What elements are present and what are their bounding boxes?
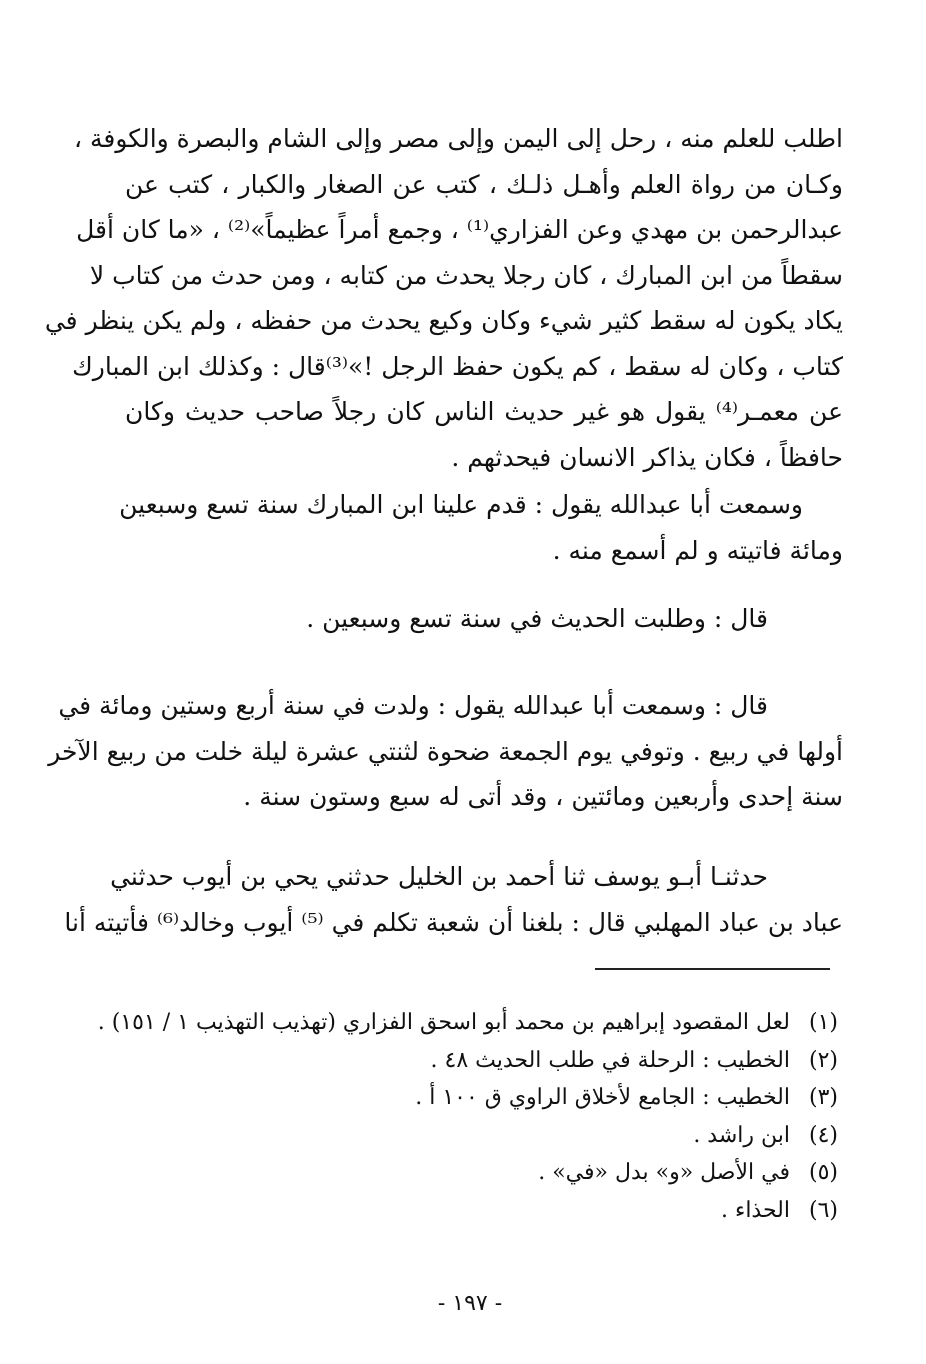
- footnote-3: [118, 1079, 838, 1117]
- footnote-5: [118, 1154, 838, 1192]
- paragraph-3: [125, 596, 843, 642]
- text-line: حافظاً ، فكان يذاكر الانسان فيحدثهم .: [451, 442, 843, 472]
- paragraph-2: [119, 482, 843, 573]
- paragraph-4: [48, 683, 843, 820]
- text-line: يكاد يكون له سقط كثير شيء وكان وكيع يحدث من حفظه ، ولم يكن ينظر في: [44, 306, 843, 335]
- footnote-text: الخطيب : الجامع لأخلاق الراوي ق ١٠٠ أ .: [415, 1085, 790, 1110]
- footnote-2: [118, 1042, 838, 1080]
- footnote-text: لعل المقصود إبراهيم بن محمد أبو اسحق الفزاري (تهذيب التهذيب ١ / ١٥١) .: [97, 1010, 790, 1035]
- text-line: عباد بن عباد المهلبي قال : بلغنا أن شعبة تكلم في ⁽⁵⁾ أيوب وخالد⁽⁶⁾ فأتيته أنا: [64, 907, 843, 937]
- paragraph-1: [44, 116, 843, 480]
- text-line: اطلب للعلم منه ، رحل إلى اليمن وإلى مصر وإلى الشام والبصرة والكوفة ،: [73, 124, 843, 153]
- footnote-number: (٣): [808, 1085, 838, 1110]
- paragraph-5: [64, 854, 843, 945]
- footnote-number: (١): [808, 1010, 838, 1035]
- text-line: حدثنـا أبـو يوسف ثنا أحمد بن الخليل حدثني يحي بن أيوب حدثني: [110, 862, 768, 891]
- footnote-number: (٤): [808, 1122, 838, 1148]
- text-line: وكـان من رواة العلم وأهـل ذلـك ، كتب عن الصغار والكبار ، كتب عن: [125, 169, 843, 199]
- text-line: وسمعت أبا عبدالله يقول : قدم علينا ابن المبارك سنة تسع وسبعين: [119, 490, 803, 519]
- footnote-text: في الأصل «و» بدل «في» .: [538, 1160, 790, 1185]
- footnote-number: (٢): [808, 1047, 838, 1073]
- page-number: - ١٩٧ -: [437, 1291, 503, 1316]
- text-line: عن معمـر⁽⁴⁾ يقول هو غير حديث الناس كان رجلاً صاحب حديث وكان: [125, 397, 843, 426]
- text-line: قال : وطلبت الحديث في سنة تسع وسبعين .: [306, 604, 768, 633]
- footnote-text: ابن راشد .: [693, 1122, 790, 1148]
- footnote-text: الحذاء .: [720, 1197, 790, 1223]
- footnotes: [97, 1004, 838, 1229]
- footnote-text: الخطيب : الرحلة في طلب الحديث ٤٨ .: [430, 1047, 790, 1073]
- text-line: أولها في ربيع . وتوفي يوم الجمعة ضحوة لثنتي عشرة ليلة خلت من ربيع الآخر: [48, 736, 843, 766]
- text-line: ومائة فاتيته و لم أسمع منه .: [552, 535, 843, 565]
- text-line: سقطاً من ابن المبارك ، كان رجلا يحدث من كتابه ، ومن حدث من كتاب لا: [89, 260, 843, 290]
- text-line: عبدالرحمن بن مهدي وعن الفزاري⁽¹⁾ ، وجمع أمراً عظيماً»⁽²⁾ ، «ما كان أقل: [76, 215, 843, 244]
- footnote-6: [118, 1192, 838, 1230]
- footnote-divider: [595, 968, 830, 970]
- footnote-4: [118, 1117, 838, 1155]
- text-line: سنة إحدى وأربعين ومائتين ، وقد أتى له سبع وستون سنة .: [243, 782, 843, 811]
- text-line: كتاب ، وكان له سقط ، كم يكون حفظ الرجل !»⁽³⁾قال : وكذلك ابن المبارك: [72, 351, 843, 381]
- footnote-number: (٦): [808, 1197, 838, 1223]
- footnote-number: (٥): [808, 1160, 838, 1185]
- text-line: قال : وسمعت أبا عبدالله يقول : ولدت في سنة أربع وستين ومائة في: [58, 691, 768, 720]
- footnote-1: [97, 1004, 838, 1042]
